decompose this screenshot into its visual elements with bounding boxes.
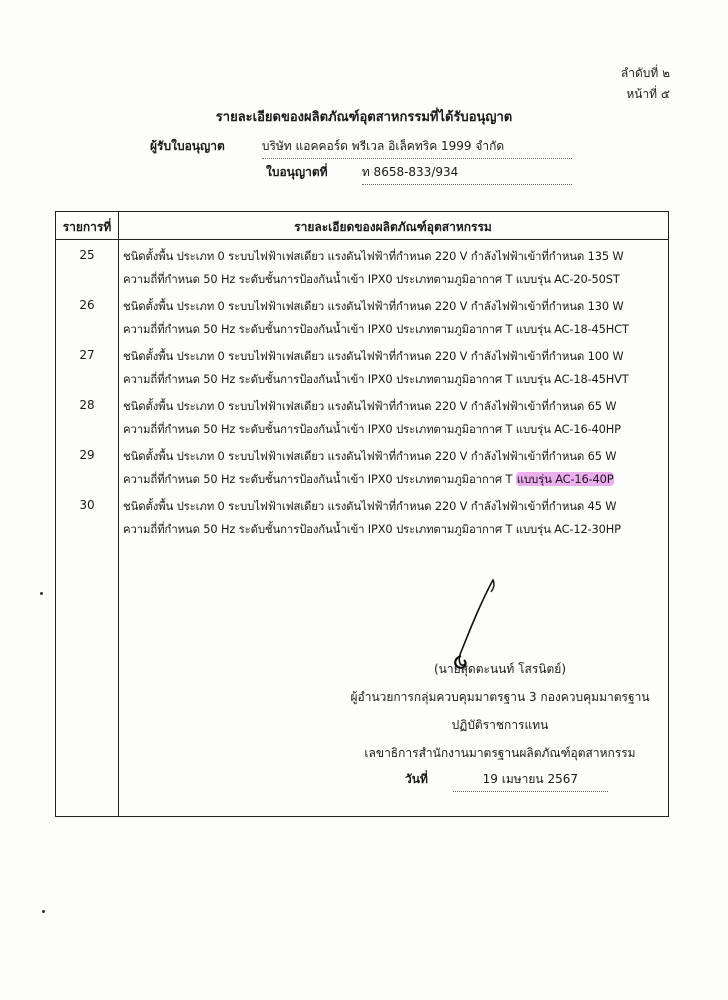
license-value: ท 8658-833/934 — [362, 163, 572, 185]
scan-speck — [42, 910, 45, 913]
date-value: 19 เมษายน 2567 — [453, 770, 608, 792]
item-number: 27 — [79, 348, 95, 362]
item-detail-line2: ความถี่ที่กำหนด 50 Hz ระดับชั้นการป้องกันน้ำเข้า IPX0 ประเภทตามภูมิอากาศ T แบบรุ่น AC-20-50ST — [123, 272, 620, 286]
item-detail-line2: ความถี่ที่กำหนด 50 Hz ระดับชั้นการป้องกันน้ำเข้า IPX0 ประเภทตามภูมิอากาศ T แบบรุ่น AC-12-30HP — [123, 522, 621, 536]
scan-speck — [40, 592, 43, 595]
licensee-value: บริษัท แอคคอร์ด พรีเวล อิเล็คทริค 1999 จำกัด — [262, 137, 572, 159]
column-header-item-no: รายการที่ — [62, 220, 112, 234]
item-detail-line1: ชนิดตั้งพื้น ประเภท 0 ระบบไฟฟ้าเฟสเดียว แรงดันไฟฟ้าที่กำหนด 220 V กำลังไฟฟ้าเข้าที่กำหนด 100 W — [123, 349, 624, 363]
license-row — [266, 163, 572, 185]
item-detail-line2: ความถี่ที่กำหนด 50 Hz ระดับชั้นการป้องกันน้ำเข้า IPX0 ประเภทตามภูมิอากาศ T แบบรุ่น AC-16-40HP — [123, 422, 621, 436]
column-header-detail: รายละเอียดของผลิตภัณฑ์อุตสาหกรรม — [294, 220, 492, 234]
table-row — [56, 394, 668, 442]
item-detail-line2: ความถี่ที่กำหนด 50 Hz ระดับชั้นการป้องกันน้ำเข้า IPX0 ประเภทตามภูมิอากาศ T แบบรุ่น AC-18-45HCT — [123, 322, 629, 336]
table-row — [56, 244, 668, 292]
item-detail-line1: ชนิดตั้งพื้น ประเภท 0 ระบบไฟฟ้าเฟสเดียว แรงดันไฟฟ้าที่กำหนด 220 V กำลังไฟฟ้าเข้าที่กำหนด 65 W — [123, 449, 617, 463]
item-detail-line1: ชนิดตั้งพื้น ประเภท 0 ระบบไฟฟ้าเฟสเดียว แรงดันไฟฟ้าที่กำหนด 220 V กำลังไฟฟ้าเข้าที่กำหนด 130 W — [123, 299, 624, 313]
page-number: หน้าที่ ๕ — [626, 87, 670, 101]
highlighted-model: แบบรุ่น AC-16-40P — [516, 472, 614, 486]
item-number: 26 — [79, 298, 95, 312]
item-detail-line1: ชนิดตั้งพื้น ประเภท 0 ระบบไฟฟ้าเฟสเดียว แรงดันไฟฟ้าที่กำหนด 220 V กำลังไฟฟ้าเข้าที่กำหนด 65 W — [123, 399, 617, 413]
table-row — [56, 494, 668, 542]
table-row — [56, 344, 668, 392]
signatory-position-3: เลขาธิการสำนักงานมาตรฐานผลิตภัณฑ์อุตสาหกรรม — [364, 746, 636, 760]
date-row — [405, 770, 608, 792]
item-number: 30 — [79, 498, 95, 512]
item-detail-line2 — [123, 471, 666, 489]
signatory-position-2: ปฏิบัติราชการแทน — [451, 718, 549, 732]
item-number: 29 — [79, 448, 95, 462]
item-number: 28 — [79, 398, 95, 412]
signatory-position-1: ผู้อำนวยการกลุ่มควบคุมมาตรฐาน 3 กองควบคุมมาตรฐาน — [350, 690, 650, 704]
licensee-label: ผู้รับใบอนุญาต — [150, 139, 225, 153]
item-detail-line1: ชนิดตั้งพื้น ประเภท 0 ระบบไฟฟ้าเฟสเดียว แรงดันไฟฟ้าที่กำหนด 220 V กำลังไฟฟ้าเข้าที่กำหนด 45 W — [123, 499, 617, 513]
item-detail-line1: ชนิดตั้งพื้น ประเภท 0 ระบบไฟฟ้าเฟสเดียว แรงดันไฟฟ้าที่กำหนด 220 V กำลังไฟฟ้าเข้าที่กำหนด 135 W — [123, 249, 624, 263]
licensee-row — [150, 137, 572, 159]
header-divider — [56, 239, 668, 240]
sequence-number: ลำดับที่ ๒ — [620, 66, 670, 80]
table-row — [56, 294, 668, 342]
item-detail-line2-text: ความถี่ที่กำหนด 50 Hz ระดับชั้นการป้องกันน้ำเข้า IPX0 ประเภทตามภูมิอากาศ T — [123, 472, 516, 486]
signatory-name: (นายสุดตะนนท์ โสรนิตย์) — [433, 662, 567, 676]
document-title: รายละเอียดของผลิตภัณฑ์อุตสาหกรรมที่ได้รับอนุญาต — [215, 110, 513, 125]
table-row — [56, 444, 668, 492]
license-label: ใบอนุญาตที่ — [266, 165, 328, 179]
date-label: วันที่ — [405, 772, 428, 786]
item-number: 25 — [79, 248, 95, 262]
item-detail-line2: ความถี่ที่กำหนด 50 Hz ระดับชั้นการป้องกันน้ำเข้า IPX0 ประเภทตามภูมิอากาศ T แบบรุ่น AC-18-45HVT — [123, 372, 629, 386]
